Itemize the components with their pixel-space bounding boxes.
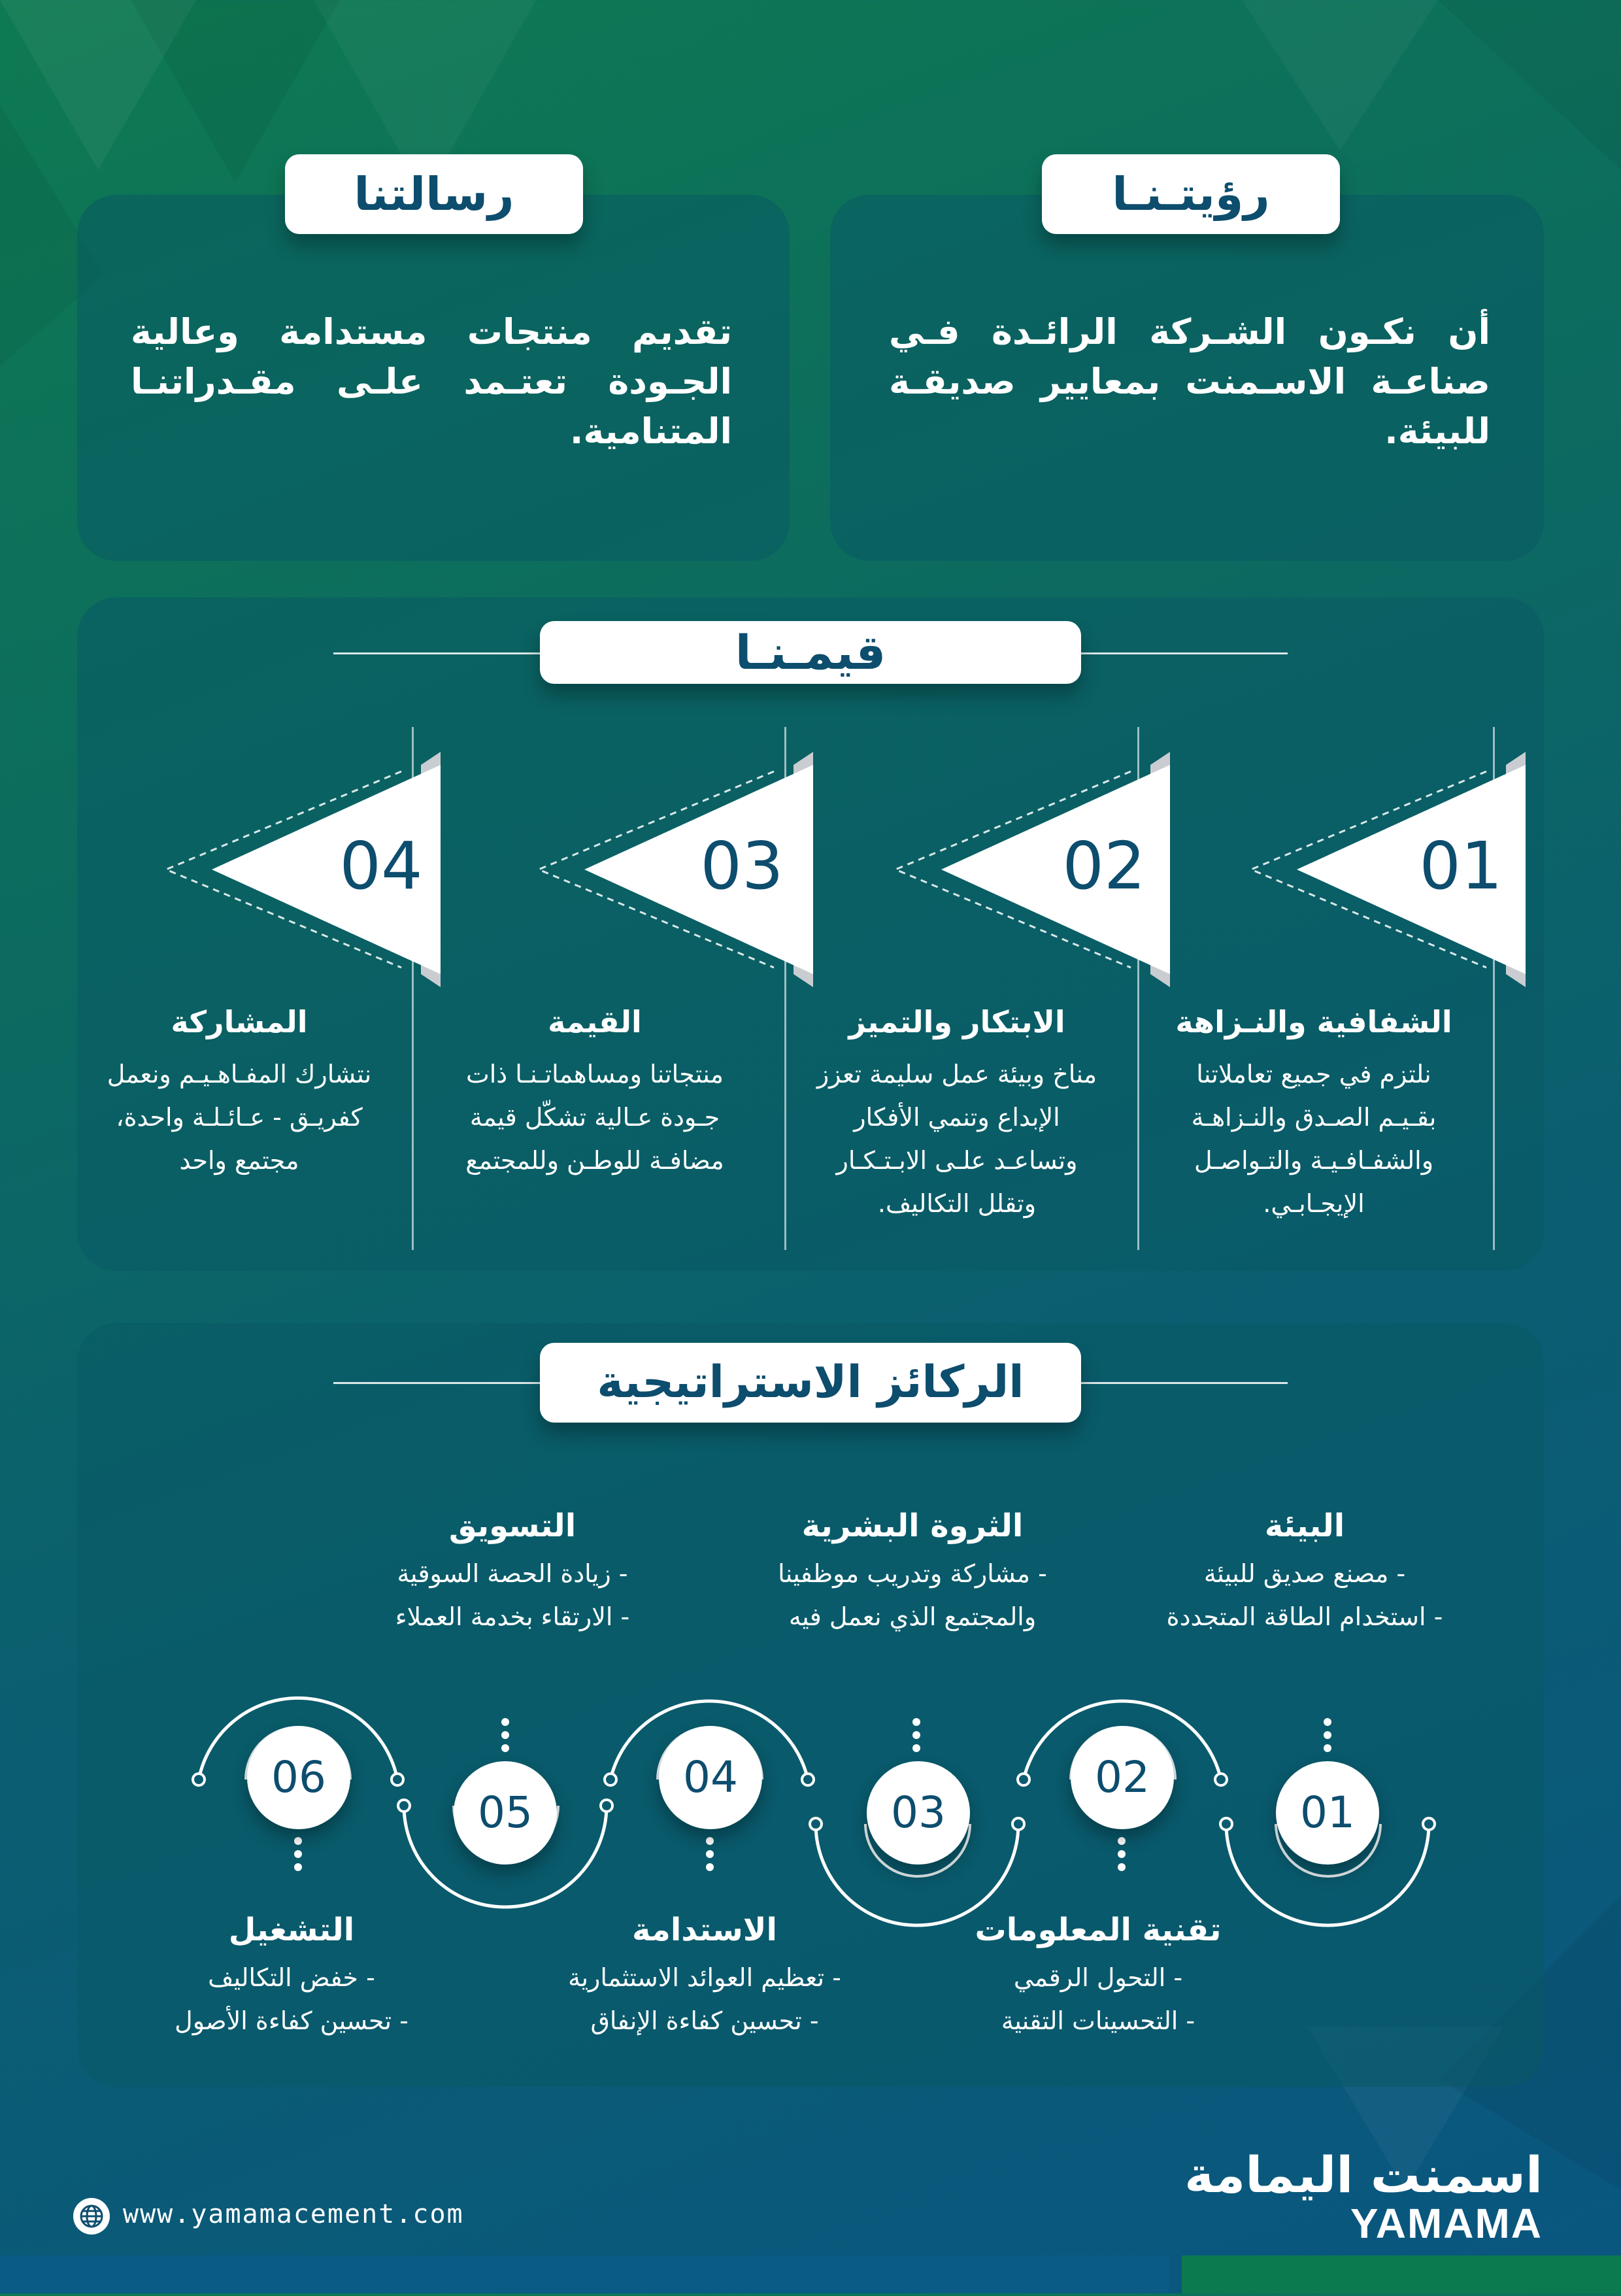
pillar-circle-04: 04 [659,1726,762,1829]
vision-title: رؤيتـنـا [1042,154,1340,234]
pillar-title-01: البيئة [1264,1508,1345,1544]
pillar-line-02a: - التحول الرقمي [1013,1963,1183,1992]
logo-en: YAMAMA [1350,2200,1543,2247]
logo-ar: اسمنت اليمامة [1184,2146,1543,2204]
footer-bar-green [1182,2255,1621,2293]
pillar-title-06: التشغيل [228,1912,355,1948]
pillar-title-04: الاستدامة [632,1912,777,1948]
value-number-01: 01 [1419,828,1503,904]
value-title-02: الابتكار والتميز [848,1004,1065,1039]
pillar-line-05a: - زيادة الحصة السوقية [397,1559,628,1588]
values-title: قيمـنـا [540,621,1081,684]
value-desc-01: نلتزم في جميع تعاملاتنا بقـيـم الصـدق والنـزاهـة والشفـافـيـة والتـواصـل الإيجـابـي. [1191,1060,1437,1218]
pillars-title: الركائز الاستراتيجية [540,1343,1081,1423]
pillar-line-04a: - تعظيم العوائد الاستثمارية [568,1963,841,1992]
values-arrows [0,745,1621,1020]
pillar-circle-06: 06 [247,1726,350,1829]
website-link[interactable]: www.yamamacement.com [123,2199,464,2229]
value-number-03: 03 [700,828,784,904]
pillar-title-02: تقنية المعلومات [975,1912,1222,1948]
value-desc-03: منتجاتنا ومساهماتـنـا ذات جـودة عـالية تشكّل قيمة مضافـة للوطـن وللمجتمع [465,1060,724,1175]
pillar-circle-03: 03 [867,1761,970,1865]
globe-icon [73,2198,110,2235]
value-title-01: الشفافية والنـزاهة [1175,1004,1452,1039]
pillar-line-06a: - خفض التكاليف [208,1963,375,1992]
pillar-title-03: الثروة البشرية [801,1508,1024,1544]
pillar-title-05: التسويق [448,1508,577,1544]
pillar-line-03b: والمجتمع الذي نعمل فيه [788,1602,1037,1631]
pillar-line-05b: - الارتقاء بخدمة العملاء [395,1602,630,1631]
value-title-03: القيمة [548,1004,642,1039]
pillar-line-01a: - مصنع صديق للبيئة [1203,1559,1406,1588]
value-number-04: 04 [339,828,423,904]
value-desc-04: نتشارك المفـاهـيـم ونعمل كفريـق - عـائـلـة واحدة، مجتمع واحد [107,1060,372,1175]
pillar-circle-01: 01 [1276,1761,1379,1865]
mission-text: تقديم منتجات مستدامة وعالية الجـودة تعتـمد علـى مقـدراتنـا المتنامية. [131,311,732,452]
value-number-02: 02 [1062,828,1146,904]
vision-text: أن نكـون الشـركة الرائـدة فـي صناعـة الاسـمنت بمعايير صديقـة للبيئة. [889,311,1490,452]
pillar-line-04b: - تحسين كفاءة الإنفاق [590,2006,819,2035]
mission-title: رسالتنا [285,154,583,234]
pillar-line-06b: - تحسين كفاءة الأصول [175,2006,409,2035]
pillar-circle-05: 05 [454,1761,557,1865]
value-desc-02: مناخ وبيئة عمل سليمة تعزز الإبداع وتنمي الأفكار وتساعـد علـى الابـتـكـار وتقلل التكاليف. [816,1060,1097,1218]
pillar-line-03a: - مشاركة وتدريب موظفينا [778,1559,1047,1588]
pillar-circle-02: 02 [1071,1726,1174,1829]
footer-bar-blue [0,2255,1169,2293]
value-title-04: المشاركة [171,1004,308,1039]
pillar-line-02b: - التحسينات التقنية [1001,2006,1195,2035]
pillar-line-01b: - استخدام الطاقة المتجددة [1166,1602,1443,1631]
pillars-timeline [0,1661,1621,1935]
